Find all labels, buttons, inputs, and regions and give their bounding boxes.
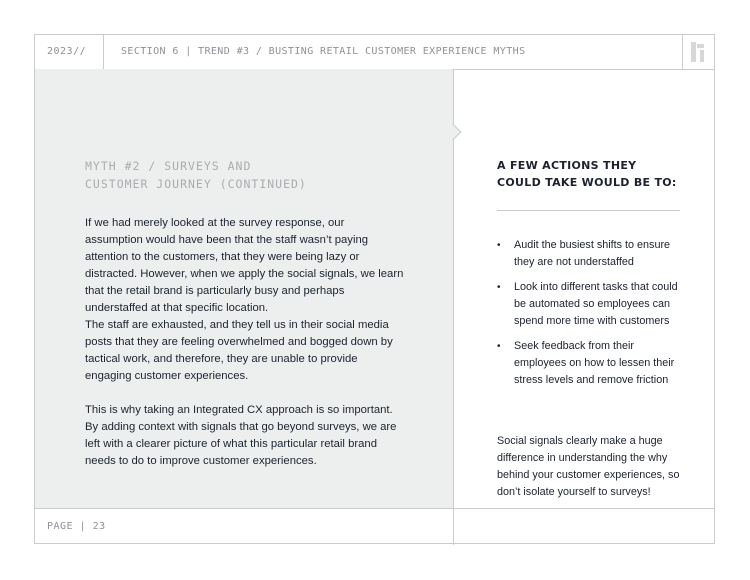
sidebar-panel bbox=[454, 69, 714, 508]
bullet-icon: • bbox=[497, 240, 501, 251]
myth-heading-line-2: CUSTOMER JOURNEY (CONTINUED) bbox=[85, 177, 307, 191]
page-footer bbox=[35, 508, 714, 544]
header-year: 2023// bbox=[47, 46, 87, 57]
list-item bbox=[497, 338, 687, 389]
page-frame bbox=[34, 34, 715, 544]
body-paragraph: If we had merely looked at the survey response, our assumption would have been that the staff wasn’t paying attention to the customers, that they were being lazy or distracted. However, when we apply the social signals, we learn that the retail brand is particularly busy and perhaps understaffed at that specific location. bbox=[85, 217, 404, 314]
page-header bbox=[35, 35, 714, 70]
bullet-icon: • bbox=[497, 341, 501, 352]
header-divider-right bbox=[682, 35, 683, 69]
action-text: Seek feedback from their employees on how to lessen their stress levels and remove friction bbox=[514, 340, 675, 386]
myth-heading-line-1: MYTH #2 / SURVEYS AND bbox=[85, 159, 252, 173]
header-section-title: SECTION 6 | TREND #3 / BUSTING RETAIL CUSTOMER EXPERIENCE MYTHS bbox=[121, 46, 526, 57]
page-number: PAGE | 23 bbox=[47, 521, 106, 532]
myth-heading bbox=[85, 157, 385, 193]
body-paragraph: This is why taking an Integrated CX approach is so important. By adding context with signals that go beyond surveys, we are left with a clearer picture of what this particular retail brand needs to do to improve customer experiences. bbox=[85, 404, 397, 467]
action-text: Audit the busiest shifts to ensure they are not understaffed bbox=[514, 239, 671, 268]
header-divider bbox=[103, 35, 104, 69]
main-content-panel bbox=[35, 69, 454, 508]
actions-list bbox=[497, 237, 687, 397]
footer-divider bbox=[453, 509, 454, 545]
action-text: Look into different tasks that could be automated so employees can spend more time with customers bbox=[514, 281, 678, 327]
closing-paragraph: Social signals clearly make a huge difference in understanding the why behind your customer experiences, so don’t isolate yourself to surveys! bbox=[497, 435, 680, 498]
bullet-icon: • bbox=[497, 282, 501, 293]
actions-divider bbox=[497, 210, 680, 211]
actions-heading: A FEW ACTIONS THEY COULD TAKE WOULD BE TO: bbox=[497, 159, 677, 189]
list-item bbox=[497, 279, 687, 330]
list-item bbox=[497, 237, 687, 271]
brand-logo-icon bbox=[691, 42, 705, 62]
body-paragraph: The staff are exhausted, and they tell us in their social media posts that they are feeling overwhelmed and bogged down by tactical work, and therefore, they are unable to provide engaging customer experiences. bbox=[85, 319, 393, 382]
